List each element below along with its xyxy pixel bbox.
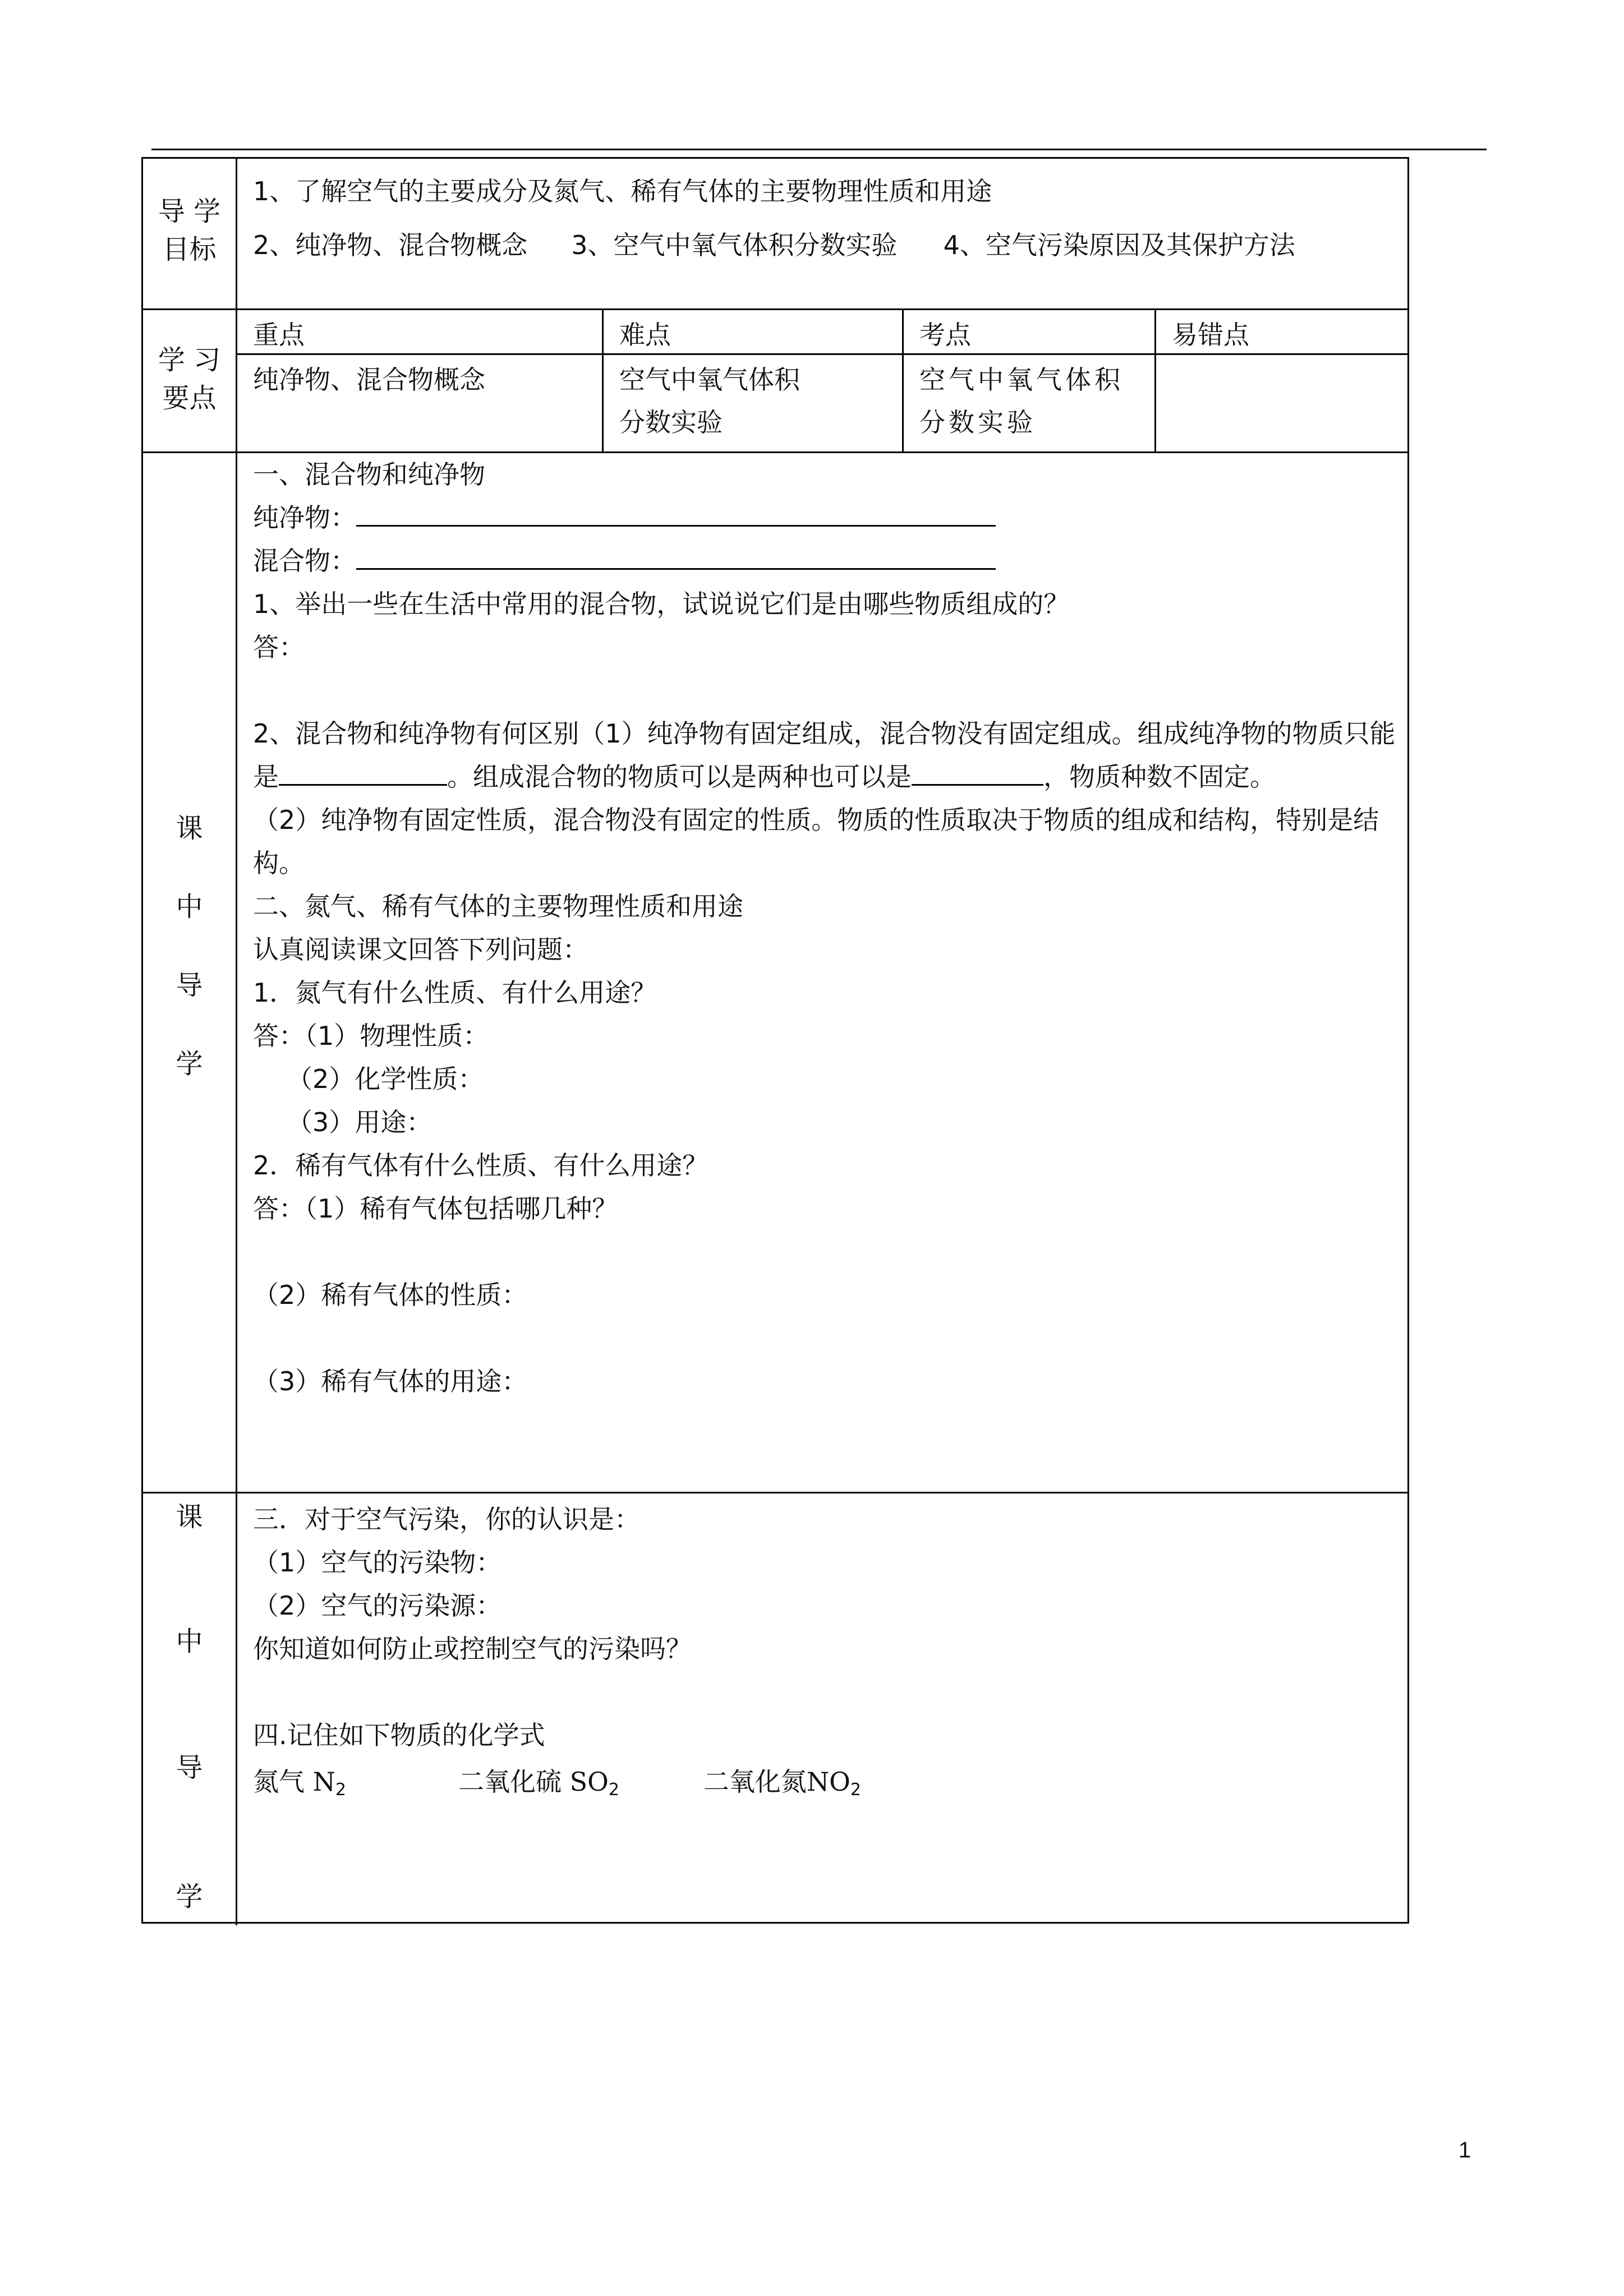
nitrogen-uses: （3）用途：: [287, 1107, 433, 1137]
value-difficulty: 空气中氧气体积分数实验: [602, 355, 902, 451]
value-error-prone: [1154, 355, 1407, 451]
lesson-1-char-3: 导: [176, 970, 203, 1001]
formula-nitrogen-dioxide: [703, 1767, 861, 1800]
key-points-label-line-1: 学 习: [158, 344, 221, 376]
key-points-label: [143, 310, 237, 451]
nitrogen-physical: 答：（1）物理性质：: [253, 1021, 489, 1051]
pollution-prevention-question: 你知道如何防止或控制空气的污染吗？: [253, 1634, 692, 1664]
value-exam-point: 空气中氧气体积分数实验: [902, 355, 1154, 451]
lesson-part-1-row: [143, 453, 1407, 1493]
rare-gas-space-2: [253, 1317, 1396, 1360]
header-difficulty: 难点: [602, 310, 902, 353]
pure-substance-line: [253, 496, 1396, 540]
reading-instruction: 认真阅读课文回答下列问题：: [253, 934, 588, 965]
mixture-line: [253, 540, 1396, 583]
formula-nitrogen-dioxide-name: 二氧化氮: [703, 1767, 807, 1797]
lesson-part-2-content: [237, 1493, 1407, 1925]
goals-row: [143, 159, 1407, 310]
question-2-blank-2[interactable]: [912, 758, 1043, 786]
formula-nitrogen-name: 氮气: [253, 1767, 305, 1797]
formula-nitrogen-dioxide-symbol: NO: [806, 1767, 850, 1797]
rare-gas-uses: （3）稀有气体的用途：: [253, 1366, 528, 1396]
answer-1-label: 答：: [253, 632, 305, 662]
header-focus: 重点: [253, 320, 305, 350]
formula-list: [253, 1760, 1396, 1804]
question-2-blank-1[interactable]: [279, 758, 447, 786]
lesson-2-char-2: 中: [176, 1626, 203, 1657]
nitrogen-chemical: （2）化学性质：: [287, 1064, 484, 1094]
question-2: [253, 712, 1396, 799]
formula-nitrogen-dioxide-subscript: 2: [850, 1780, 861, 1800]
section-4-space: [253, 1671, 1396, 1714]
key-points-row: [143, 310, 1407, 453]
key-points-header: [237, 310, 1407, 355]
study-guide-table: [141, 157, 1409, 1924]
mixture-label: 混合物：: [253, 546, 356, 576]
key-points-label-line-2: 要点: [162, 382, 217, 414]
rare-gas-question: 2．稀有气体有什么性质、有什么用途？: [253, 1150, 709, 1181]
section-1-title: 一、混合物和纯净物: [253, 459, 485, 490]
key-points-values: [237, 355, 1407, 451]
section-3-title: 三．对于空气污染，你的认识是：: [253, 1504, 640, 1534]
lesson-part-2-row: [143, 1493, 1407, 1925]
lesson-1-char-2: 中: [176, 891, 203, 923]
lesson-2-char-4: 学: [176, 1881, 203, 1912]
section-4-title: 四.记住如下物质的化学式: [253, 1720, 545, 1750]
question-2-sub-2: （2）纯净物有固定性质，混合物没有固定的性质。物质的性质取决于物质的组成和结构，特别是结构。: [253, 805, 1379, 878]
goal-2: 2、纯净物、混合物概念: [253, 230, 528, 260]
lesson-part-1-content: [237, 453, 1407, 1492]
lesson-part-2-label: [143, 1493, 237, 1925]
lesson-part-1-label: [143, 453, 237, 1492]
key-points-grid: [237, 310, 1407, 451]
goals-label: [143, 159, 237, 308]
question-2-part-c: ，物质种数不固定。: [1043, 762, 1276, 792]
question-2-part-a: 2、混合物和纯净物有何区别（1）纯净物有固定组成，混合物没有固定组成。组成纯净物的物质只能是: [253, 718, 1396, 792]
rare-gas-properties: （2）稀有气体的性质：: [253, 1280, 528, 1310]
mixture-blank[interactable]: [356, 542, 996, 570]
lesson-2-char-3: 导: [176, 1752, 203, 1783]
lesson-1-char-1: 课: [176, 813, 203, 844]
pure-substance-label: 纯净物：: [253, 502, 356, 533]
goal-3: 3、空气中氧气体积分数实验: [571, 230, 898, 260]
goal-4: 4、空气污染原因及其保护方法: [943, 230, 1295, 260]
formula-sulfur-dioxide: [458, 1767, 619, 1800]
air-pollutants: （1）空气的污染物：: [253, 1547, 502, 1578]
formula-sulfur-dioxide-symbol: SO: [569, 1767, 609, 1797]
formula-nitrogen: [253, 1767, 346, 1800]
lesson-2-char-1: 课: [176, 1501, 203, 1533]
pure-substance-blank[interactable]: [356, 499, 996, 527]
header-exam-point: 考点: [902, 310, 1154, 353]
rare-gas-space-1: [253, 1230, 1396, 1274]
goal-1: 1、了解空气的主要成分及氮气、稀有气体的主要物理性质和用途: [253, 176, 992, 206]
page-number: 1: [1459, 2138, 1471, 2163]
pollution-sources: （2）空气的污染源：: [253, 1590, 502, 1621]
question-2-part-b: 。组成混合物的物质可以是两种也可以是: [447, 762, 912, 792]
goal-line-2: [253, 218, 1396, 272]
goals-label-line-2: 目标: [162, 234, 217, 265]
goals-label-line-1: 导 学: [158, 196, 221, 227]
section-2-title: 二、氮气、稀有气体的主要物理性质和用途: [253, 891, 743, 921]
nitrogen-question: 1．氮气有什么性质、有什么用途？: [253, 978, 657, 1008]
rare-gas-types: 答：（1）稀有气体包括哪几种？: [253, 1193, 618, 1224]
header-rule: [151, 149, 1487, 150]
formula-sulfur-dioxide-subscript: 2: [608, 1780, 619, 1800]
lesson-1-char-4: 学: [176, 1048, 203, 1080]
formula-nitrogen-subscript: 2: [335, 1780, 346, 1800]
header-error-prone: 易错点: [1154, 310, 1407, 353]
formula-nitrogen-symbol: N: [312, 1767, 335, 1797]
value-focus: 纯净物、混合物概念: [253, 365, 485, 395]
formula-sulfur-dioxide-name: 二氧化硫: [458, 1767, 562, 1797]
question-1: 1、举出一些在生活中常用的混合物，试说说它们是由哪些物质组成的？: [253, 589, 1070, 619]
answer-1-space: [253, 669, 1396, 712]
goals-content: [237, 159, 1407, 308]
